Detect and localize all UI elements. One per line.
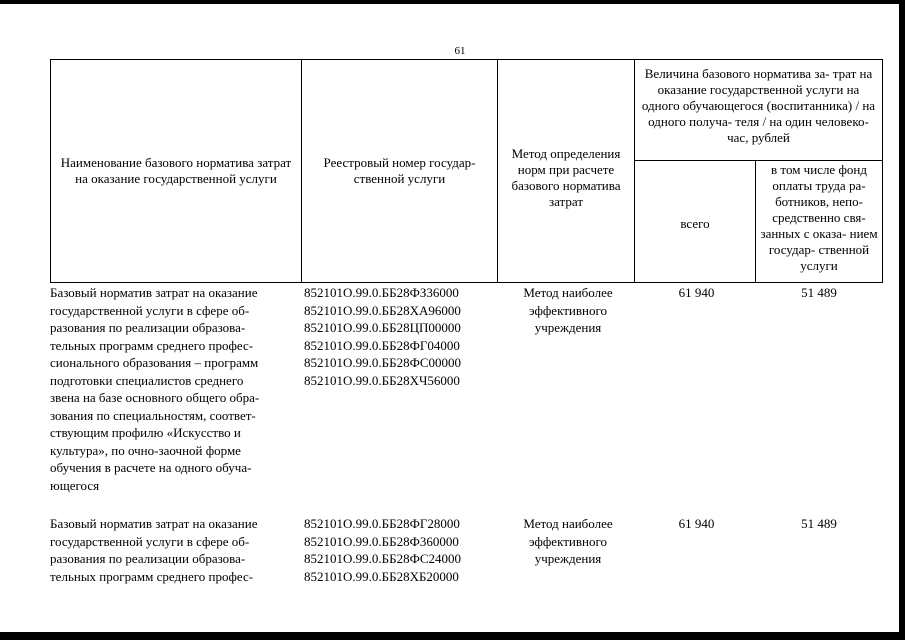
description-line: тельных программ среднего профес-	[50, 568, 254, 584]
wage-value: 51 489	[801, 516, 837, 531]
registry-code: 852101О.99.0.ББ28ЦП00000	[304, 320, 461, 335]
scan-right-edge	[899, 0, 905, 640]
description-line: разования по реализации образова-	[50, 551, 246, 566]
description-line: подготовки специалистов среднего	[50, 372, 244, 388]
description-line: звена на базе основного общего обра-	[50, 390, 260, 405]
header-method-text: Метод определения норм при расчете базового норматива затрат	[511, 146, 621, 209]
description-line: культура», по очно-заочной форме	[50, 442, 241, 458]
description-line: зования по специальностям, соответ-	[50, 407, 256, 423]
header-total-cell	[634, 160, 755, 283]
header-method-cell	[497, 59, 634, 283]
description-line: Базовый норматив затрат на оказание	[50, 285, 258, 300]
description-line: обучения в расчете на одного обуча-	[50, 460, 252, 475]
registry-codes	[304, 284, 504, 389]
registry-code: 852101О.99.0.ББ28ХБ20000	[304, 568, 459, 584]
header-value-cell	[634, 59, 883, 161]
description-line: Базовый норматив затрат на оказание	[50, 516, 258, 531]
registry-code: 852101О.99.0.ББ28ХЧ56000	[304, 372, 460, 388]
description-line: государственной услуги в сфере об-	[50, 533, 250, 549]
row-description	[50, 515, 297, 585]
header-name-text: Наименование базового норматива затрат на оказание государственной услуги	[60, 155, 292, 186]
description-line: ствующим профилю «Искусство и	[50, 425, 241, 440]
description-line: ющегося	[50, 477, 100, 493]
row-description	[50, 284, 297, 494]
registry-codes	[304, 515, 504, 585]
registry-code: 852101О.99.0.ББ28ФГ28000	[304, 516, 460, 531]
registry-code: 852101О.99.0.ББ28ФС00000	[304, 355, 462, 370]
description-line: разования по реализации образова-	[50, 320, 246, 335]
registry-code: 852101О.99.0.ББ28ФГ04000	[304, 337, 460, 353]
header-wage-cell	[755, 160, 883, 283]
header-registry-cell	[301, 59, 497, 283]
header-total-text: всего	[680, 216, 710, 231]
header-value-text: Величина базового норматива за- трат на оказание государственной услуги на одного обучающегося (воспитанника) / на одного получа- теля / на один человеко-час, рублей	[641, 66, 876, 145]
description-line: тельных программ среднего профес-	[50, 337, 254, 353]
header-registry-text: Реестровый номер государ- ственной услуги	[323, 155, 476, 186]
description-line: сионального образования – программ	[50, 355, 259, 370]
method-text: Метод наиболее эффективного учреждения	[523, 285, 613, 335]
total-value: 61 940	[678, 285, 715, 300]
page-number: 61	[454, 45, 466, 57]
total-value: 61 940	[678, 516, 715, 531]
wage-value: 51 489	[801, 285, 837, 300]
scan-bottom-edge	[0, 632, 905, 640]
registry-code: 852101О.99.0.ББ28ХА96000	[304, 302, 461, 318]
description-line: государственной услуги в сфере об-	[50, 302, 250, 318]
header-wage-text: в том числе фонд оплаты труда ра- ботников, непо- средственно свя- занных с оказа- нием государ- ственной услуги	[760, 162, 878, 273]
registry-code: 852101О.99.0.ББ28Ф360000	[304, 533, 459, 549]
registry-code: 852101О.99.0.ББ28ФС24000	[304, 551, 462, 566]
header-name-cell	[50, 59, 301, 283]
registry-code: 852101О.99.0.ББ28ФЗ36000	[304, 285, 459, 300]
scan-top-edge	[0, 0, 905, 4]
method-text: Метод наиболее эффективного учреждения	[523, 516, 613, 566]
